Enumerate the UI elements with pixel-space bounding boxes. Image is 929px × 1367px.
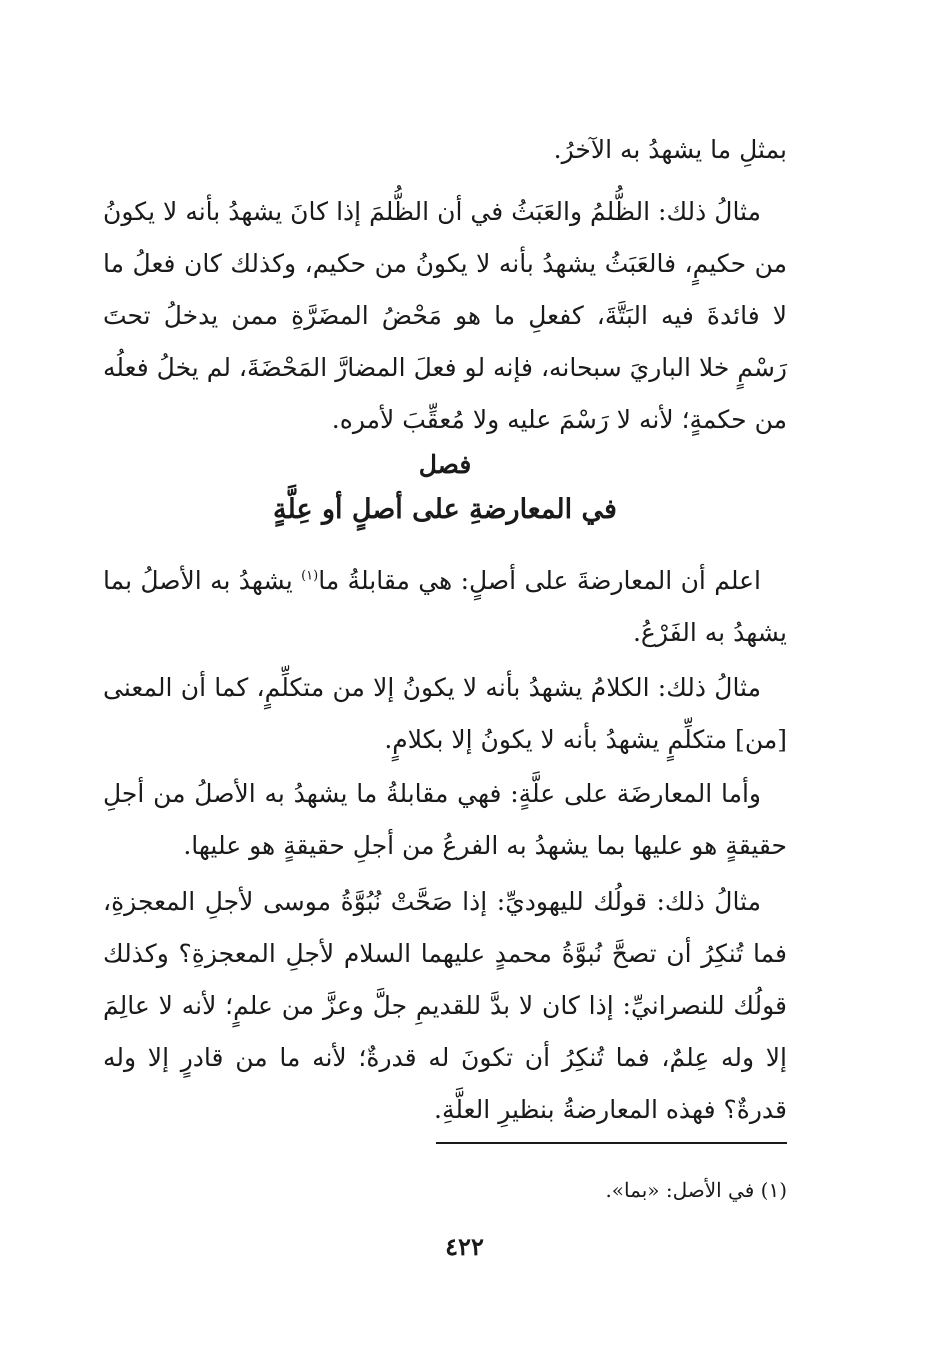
paragraph-example-prophecy: مثالُ ذلك: قولُك لليهوديِّ: إذا صَحَّتْ نُبُوَّةُ موسى لأجلِ المعجزةِ، فما تُنكِرُ أن تصحَّ نُبوَّةُ محمدٍ عليهما السلام لأجلِ المعجزةِ؟ وكذلك قولُك للنصرانيِّ: إذا كان لا بدَّ للقديمِ جلَّ وعزَّ من علمٍ؛ لأنه لا عالِمَ إلا وله عِلمٌ، فما تُنكِرُ أن تكونَ له قدرةٌ؛ لأنه ما من قادرٍ إلا وله قدرةٌ؟ فهذه المعارضةُ بنظيرِ العلَّةِ. — [103, 887, 787, 1124]
paragraph-continuation: بمثلِ ما يشهدُ به الآخرُ. — [553, 135, 787, 164]
paragraph-cause-opposition: وأما المعارضَة على علَّةٍ: فهي مقابلةُ ما يشهدُ به الأصلُ من أجلِ حقيقةٍ هو عليها بما يشهدُ به الفرعُ من أجلِ حقيقةٍ هو عليها. — [103, 779, 787, 860]
paragraph-definition-end: يشهدُ به الأصلُ بما يشهدُ به الفَرْعُ. — [103, 566, 787, 647]
paragraph-definition-start: اعلم أن المعارضةَ على أصلٍ: هي مقابلةُ ما — [318, 566, 761, 595]
footnote-marker: (١) — [301, 568, 319, 584]
paragraph-example-injustice: مثالُ ذلك: الظُّلمُ والعَبَثُ في أن الظُّلمَ إذا كانَ يشهدُ بأنه لا يكونُ من حكيمٍ، فالعَبَثُ يشهدُ بأنه لا يكونُ من حكيم، وكذلك كان فعلُ ما لا فائدةَ فيه البَتَّةَ، كفعلِ ما هو مَحْضُ المضَرَّةِ ممن يدخلُ تحتَ رَسْمٍ خلا الباريَ سبحانه، فإنه لو فعلَ المضارَّ المَحْضَةَ، لم يخلُ فعلُه من حكمةٍ؛ لأنه لا رَسْمَ عليه ولا مُعقِّبَ لأمره. — [103, 197, 787, 434]
paragraph-example-speech: مثالُ ذلك: الكلامُ يشهدُ بأنه لا يكونُ إلا من متكلِّمٍ، كما أن المعنى [من] متكلِّمٍ يشهدُ بأنه لا يكونُ إلا بكلامٍ. — [103, 673, 787, 754]
paragraph-definition — [103, 555, 787, 659]
section-subtitle: في المعارضةِ على أصلٍ أو عِلَّةٍ — [273, 494, 617, 525]
footnote: (١) في الأصل: «بما». — [605, 1178, 787, 1202]
section-title: فصل — [418, 450, 472, 479]
page-number: ٤٢٢ — [445, 1232, 484, 1261]
footnote-divider — [436, 1142, 787, 1144]
